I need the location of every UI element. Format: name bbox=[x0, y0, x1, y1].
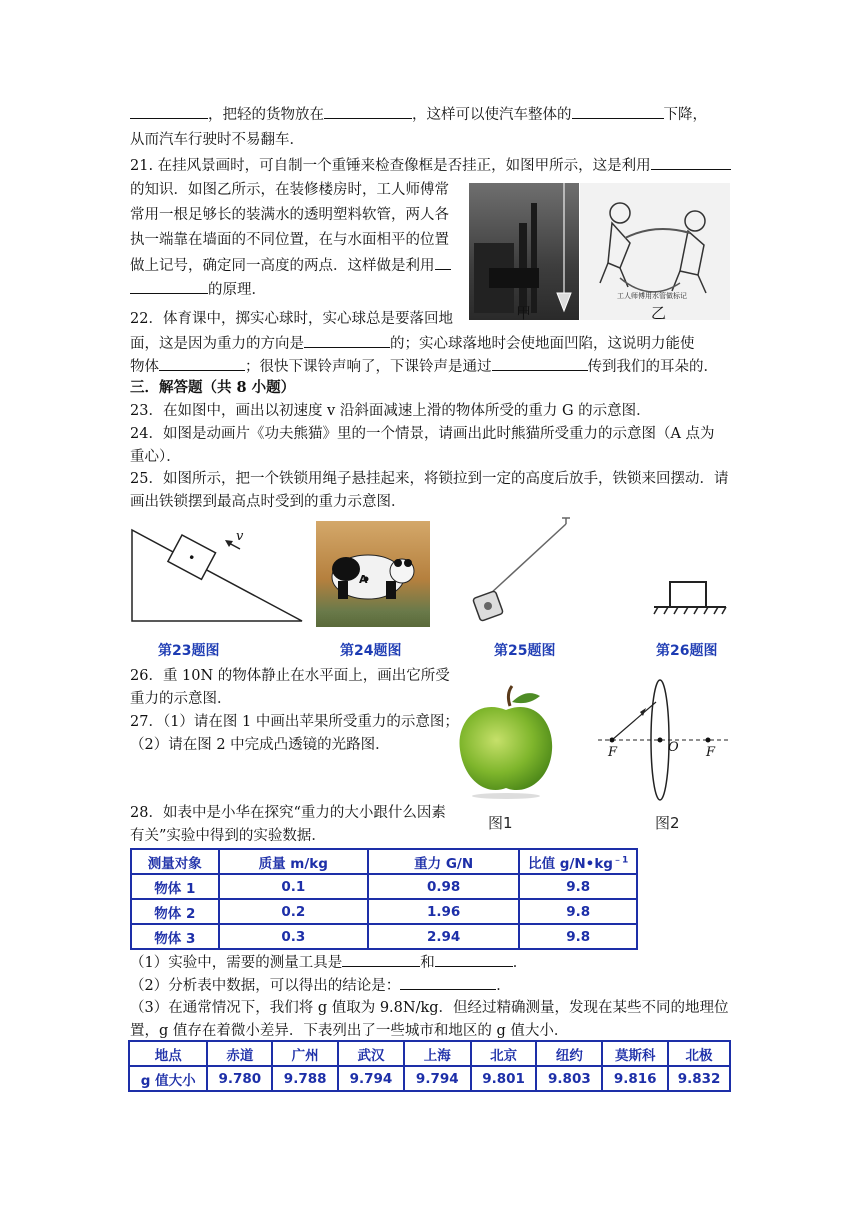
fig1-caption: 图1 bbox=[488, 814, 513, 832]
answer-blank[interactable] bbox=[572, 104, 664, 119]
answer-blank[interactable] bbox=[130, 279, 208, 294]
q26-line2: 重力的示意图． bbox=[130, 691, 232, 707]
answer-blank[interactable] bbox=[651, 155, 731, 170]
panda-drawing bbox=[316, 521, 430, 627]
q24-line1: 24．如图是动画片《功夫熊猫》里的一个情景，请画出此时熊猫所受重力的示意图（A 点为 bbox=[130, 426, 715, 442]
figure-yi-label: 乙 bbox=[651, 304, 667, 322]
table-row: 物体 2 0.2 1.96 9.8 bbox=[131, 899, 637, 924]
answer-blank[interactable] bbox=[324, 104, 412, 119]
g-value-table bbox=[128, 1040, 731, 1092]
q22-line1: 22．体育课中，掷实心球时，实心球总是要落回地 bbox=[130, 311, 453, 327]
q21-line6: 的原理． bbox=[130, 279, 266, 300]
table-row: 地点 赤道 广州 武汉 上海 北京 纽约 莫斯科 北极 bbox=[129, 1041, 730, 1066]
q21-line5: 做上记号，确定同一高度的两点．这样做是利用 bbox=[130, 255, 451, 276]
gravity-data-table bbox=[130, 848, 638, 950]
q28-sub1: （1）实验中，需要的测量工具是 和 ． bbox=[130, 952, 527, 973]
answer-blank[interactable] bbox=[435, 952, 513, 967]
answer-blank[interactable] bbox=[400, 975, 496, 990]
table-row: 物体 1 0.1 0.98 9.8 bbox=[131, 874, 637, 899]
table-row: g 值大小 9.780 9.788 9.794 9.794 9.801 9.803 9.816 9.832 bbox=[129, 1066, 730, 1091]
q22-line3: 物体 ；很快下课铃声响了，下课铃声是通过 传到我们的耳朵的． bbox=[130, 356, 718, 377]
figure-jia-image bbox=[469, 183, 579, 320]
figure-26-block bbox=[650, 576, 730, 626]
q28-sub2: （2）分析表中数据，可以得出的结论是： ． bbox=[130, 975, 511, 996]
q20-line2: 从而汽车行驶时不易翻车． bbox=[130, 132, 304, 148]
q28-line2: 有关”实验中得到的实验数据． bbox=[130, 828, 326, 844]
q24-line2: 重心）． bbox=[130, 449, 181, 465]
q21-line2: 的知识．如图乙所示，在装修楼房时，工人师傅常 bbox=[130, 182, 449, 198]
answer-blank[interactable] bbox=[435, 255, 451, 270]
answer-blank[interactable] bbox=[159, 356, 245, 371]
header-cell: 测量对象 bbox=[131, 849, 219, 874]
figure-2-convex-lens bbox=[598, 678, 730, 804]
header-cell: 比值 $g/N•kg^{﹣1}$ bbox=[519, 849, 637, 874]
header-cell: 重力 G/N bbox=[368, 849, 519, 874]
section-heading: 三．解答题（共 8 小题） bbox=[130, 379, 296, 396]
figure-1-apple bbox=[456, 684, 556, 800]
q27-line2: （2）请在图 2 中完成凸透镜的光路图． bbox=[130, 737, 390, 753]
answer-blank[interactable] bbox=[130, 104, 208, 119]
q26-line1: 26．重 10N 的物体静止在水平面上，画出它所受 bbox=[130, 668, 450, 684]
table-row: 物体 3 0.3 2.94 9.8 bbox=[131, 924, 637, 949]
plumb-bob-scene bbox=[469, 183, 579, 320]
caption-fig24: 第24题图 bbox=[340, 643, 402, 659]
figure-25-lock bbox=[470, 514, 580, 626]
answer-blank[interactable] bbox=[304, 333, 390, 348]
table-header-row bbox=[131, 849, 637, 874]
header-cell: 质量 m/kg bbox=[219, 849, 368, 874]
q23-text: 23．在如图中，画出以初速度 v 沿斜面减速上滑的物体所受的重力 G 的示意图． bbox=[130, 403, 651, 419]
figure-24-panda-image bbox=[316, 521, 430, 627]
q25-line2: 画出铁锁摆到最高点时受到的重力示意图． bbox=[130, 494, 406, 510]
q22-line2: 面，这是因为重力的方向是 的；实心球落地时会使地面凹陷，这说明力能使 bbox=[130, 333, 695, 354]
q20-line1: ，把轻的货物放在 ，这样可以使汽车整体的 下降， bbox=[130, 104, 707, 125]
q28-line1: 28．如表中是小华在探究“重力的大小跟什么因素 bbox=[130, 805, 446, 821]
focus-left-label: F bbox=[608, 745, 618, 760]
q27-line1: 27．（1）请在图 1 中画出苹果所受重力的示意图； bbox=[130, 714, 459, 730]
q21-line1: 21. 在挂风景画时，可自制一个重锤来检查像框是否挂正，如图甲所示，这是利用 bbox=[130, 155, 731, 176]
figure-yi-caption: 工人师傅用水管做标记 bbox=[617, 292, 687, 300]
answer-blank[interactable] bbox=[492, 356, 588, 371]
focus-right-label: F bbox=[706, 745, 716, 760]
a-label: A bbox=[359, 573, 368, 586]
q28-sub3-line1: （3）在通常情况下，我们将 g 值取为 9.8N/kg．但经过精确测量，发现在某些不同的地理位 bbox=[130, 1000, 729, 1016]
figure-23-incline bbox=[130, 525, 305, 625]
fig2-caption: 图2 bbox=[655, 814, 680, 832]
caption-fig23: 第23题图 bbox=[158, 643, 220, 659]
optical-center-label: O bbox=[668, 740, 679, 755]
q21-line4: 执一端靠在墙面的不同位置，在与水面相平的位置 bbox=[130, 232, 449, 248]
v-label: v bbox=[236, 529, 244, 544]
caption-fig26: 第26题图 bbox=[656, 643, 718, 659]
q21-line3: 常用一根足够长的装满水的透明塑料软管，两人各 bbox=[130, 207, 449, 223]
answer-blank[interactable] bbox=[342, 952, 420, 967]
q25-line1: 25．如图所示，把一个铁锁用绳子悬挂起来，将锁拉到一定的高度后放手，铁锁来回摆动．请 bbox=[130, 471, 729, 487]
figure-jia-label: 甲 bbox=[516, 304, 532, 322]
caption-fig25: 第25题图 bbox=[494, 643, 556, 659]
q28-sub3-line2: 置，g 值存在着微小差异．下表列出了一些城市和地区的 g 值大小． bbox=[130, 1023, 569, 1039]
